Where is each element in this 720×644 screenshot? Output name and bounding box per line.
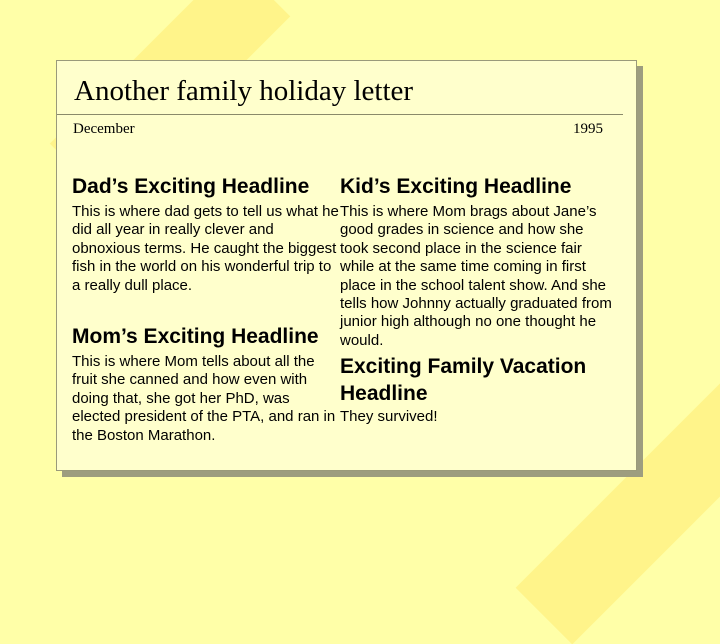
mom-headline: Mom’s Exciting Headline <box>72 325 319 349</box>
vacation-text: They survived! <box>340 408 438 426</box>
dad-headline: Dad’s Exciting Headline <box>72 175 310 198</box>
kid-headline: Kid’s Exciting Headline <box>340 175 572 198</box>
right-column <box>340 174 615 427</box>
letter-year: 1995 <box>573 121 603 137</box>
kid-section <box>340 174 615 350</box>
letter-card <box>56 60 637 471</box>
vacation-headline: Exciting Family Vacation Headline <box>340 355 587 406</box>
letter-month: December <box>73 121 135 137</box>
left-column <box>72 174 340 445</box>
mom-text: This is where Mom tells about all the fruit she canned and how even with doing that, she got her PhD, was elected president of the PTA, and ran in the Boston Marathon. <box>72 353 336 444</box>
mom-section <box>72 324 340 445</box>
vacation-section <box>340 353 615 426</box>
dad-section <box>72 174 340 295</box>
dad-text: This is where dad gets to tell us what he did all year in really clever and obnoxious terms. He caught the biggest fish in the world on his wonderful trip to a really dull place. <box>72 203 339 294</box>
kid-text: This is where Mom brags about Jane’s good grades in science and how she took second place in the science fair while at the same time coming in first place in the school talent show. And she tells how Johnny actually graduated from junior high although no one thought he would. <box>340 203 612 349</box>
title-divider <box>57 114 623 115</box>
letter-title: Another family holiday letter <box>74 75 414 107</box>
